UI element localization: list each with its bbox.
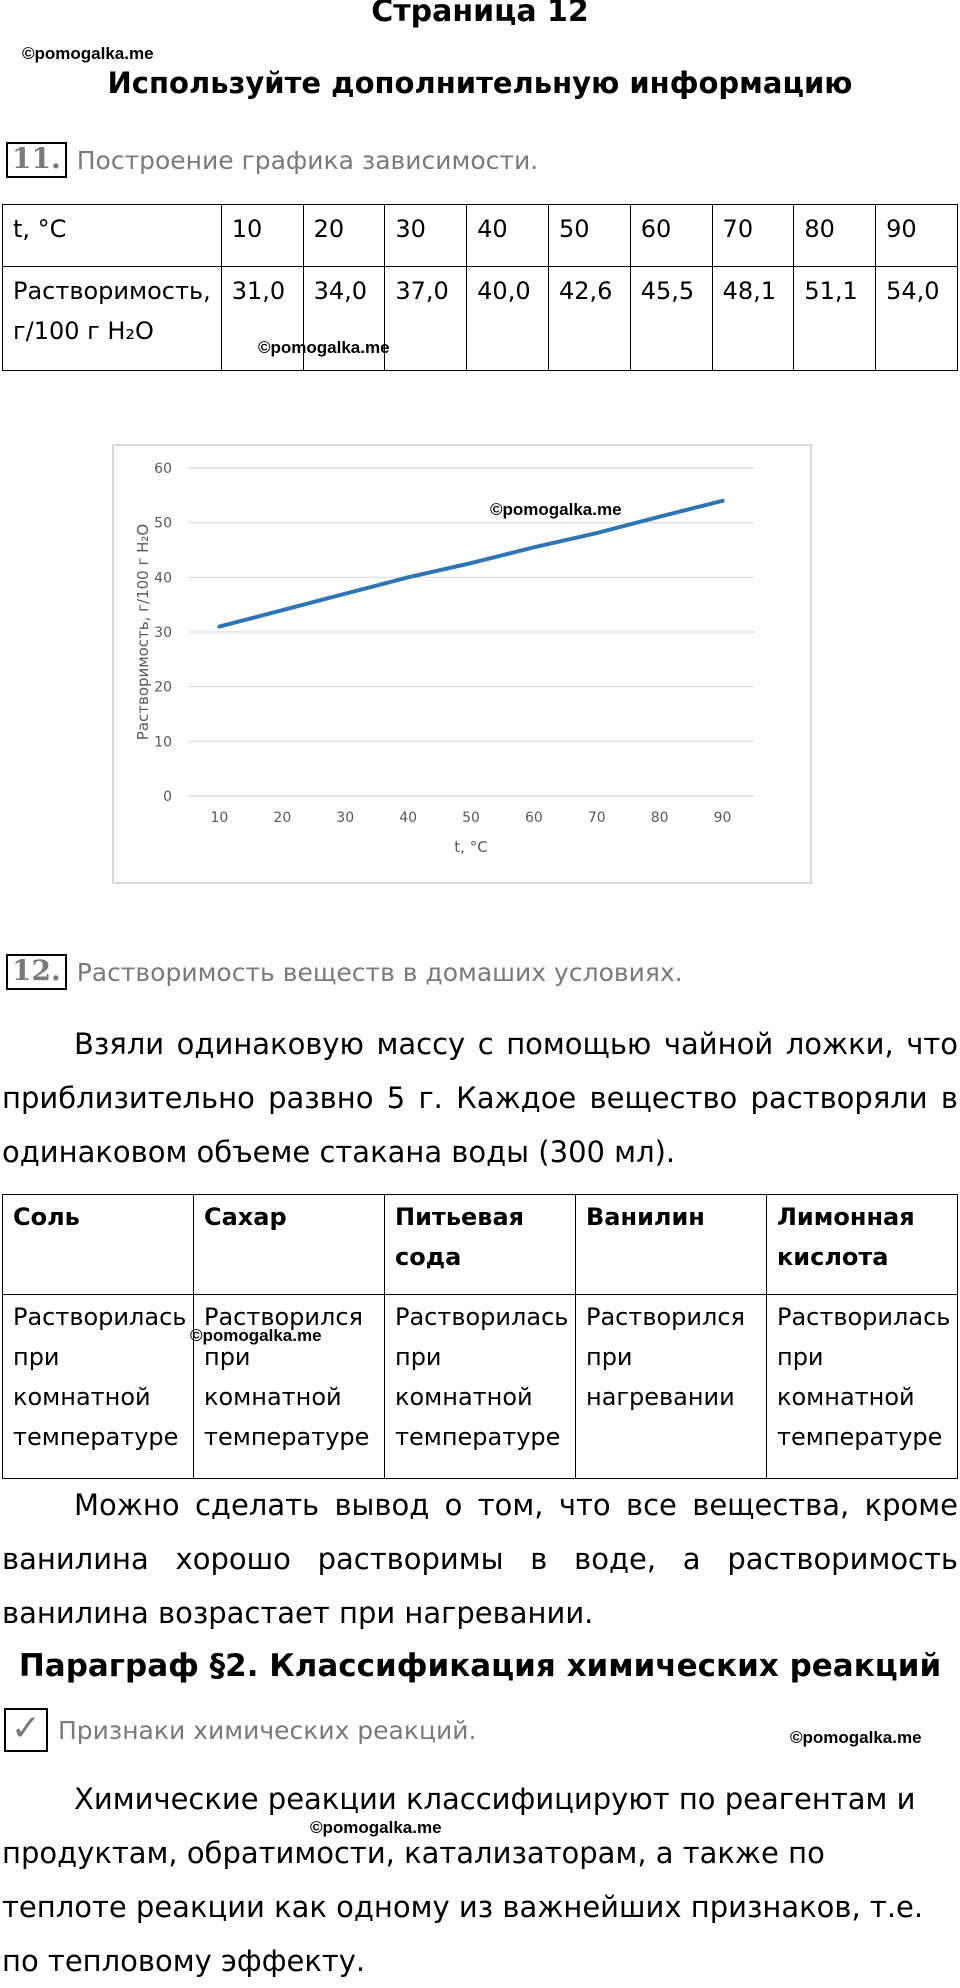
solubility-cell: 34,0	[303, 267, 385, 371]
result-cell: Растворилась при комнатной температуре	[3, 1295, 194, 1479]
series-line	[219, 501, 722, 627]
conclusion-paragraph: Можно сделать вывод о том, что все вещества, кроме ванилина хорошо растворимы в воде, а растворимость ванилина возрастает при нагревании.	[2, 1488, 958, 1630]
solubility-label-line1: Растворимость,	[13, 277, 211, 305]
x-axis-label: t, °C	[454, 838, 488, 856]
watermark: ©pomogalka.me	[22, 44, 154, 63]
solubility-cell: 45,5	[630, 267, 712, 371]
substance-header: Ванилин	[576, 1195, 767, 1295]
task12-heading: Растворимость веществ в домаших условиях.	[76, 957, 683, 987]
section-paragraph: Химические реакции классифицируют по реагентам и продуктам, обратимости, катализаторам, а также по теплоте реакции как одному из важнейших признаков, т.е. по тепловому эффекту.	[2, 1782, 924, 1978]
watermark: ©pomogalka.me	[190, 1326, 322, 1345]
x-tick-label: 30	[336, 810, 355, 826]
substance-header: Сахар	[194, 1195, 385, 1295]
task12-conclusion	[2, 1478, 958, 1640]
task11-number: 11.	[6, 142, 67, 178]
task12-number: 12.	[6, 954, 67, 990]
temp-cell: 50	[548, 205, 630, 267]
watermark: ©pomogalka.me	[258, 338, 390, 357]
task12-intro	[2, 1017, 958, 1179]
temp-cell: 90	[876, 205, 958, 267]
task12-header	[6, 954, 683, 990]
temp-cell: 80	[794, 205, 876, 267]
solubility-cell: 40,0	[467, 267, 549, 371]
solubility-cell: 31,0	[221, 267, 303, 371]
page-title: Страница 12	[371, 0, 589, 29]
temp-cell: 70	[712, 205, 794, 267]
solubility-chart	[114, 446, 810, 882]
chart-frame	[112, 444, 812, 884]
result-cell: Растворилась при комнатной температуре	[385, 1295, 576, 1479]
watermark: ©pomogalka.me	[310, 1818, 442, 1837]
y-tick-label: 30	[154, 625, 172, 641]
solubility-label	[3, 267, 222, 371]
temp-cell: 30	[385, 205, 467, 267]
solubility-cell: 51,1	[794, 267, 876, 371]
result-cell: Растворился при комнатной температуре	[194, 1295, 385, 1479]
task11-heading: Построение графика зависимости.	[76, 145, 539, 175]
substance-header: Соль	[3, 1195, 194, 1295]
y-tick-label: 40	[154, 570, 172, 587]
y-tick-label: 50	[154, 515, 172, 532]
substance-header: Лимонная кислота	[767, 1195, 958, 1295]
substance-header: Питьевая сода	[385, 1195, 576, 1295]
temp-cell: 60	[630, 205, 712, 267]
watermark: ©pomogalka.me	[790, 1728, 922, 1747]
x-tick-label: 40	[399, 810, 418, 826]
result-cell: Растворился при нагревании	[576, 1295, 767, 1479]
substances-table	[2, 1194, 958, 1479]
task11-header	[6, 142, 538, 178]
x-tick-label: 70	[587, 810, 606, 826]
intro-paragraph: Взяли одинаковую массу с помощью чайной ложки, что приблизительно развно 5 г. Каждое вещество растворяли в одинаковом объеме стакана воды (300 мл).	[2, 1027, 958, 1169]
y-tick-label: 60	[154, 461, 172, 477]
y-tick-label: 0	[163, 789, 172, 805]
y-axis-label: Растворимость, г/100 г H₂O	[134, 523, 152, 741]
x-tick-label: 80	[650, 810, 669, 826]
solubility-cell: 42,6	[548, 267, 630, 371]
solubility-cell: 48,1	[712, 267, 794, 371]
section-subheader	[4, 1708, 476, 1752]
solubility-table	[2, 204, 958, 371]
x-tick-label: 10	[210, 810, 229, 826]
subtitle: Используйте дополнительную информацию	[107, 66, 853, 100]
x-tick-label: 60	[524, 810, 543, 826]
x-tick-label: 50	[462, 810, 480, 826]
temp-cell: 40	[467, 205, 549, 267]
temp-cell: 10	[221, 205, 303, 267]
section-heading: Признаки химических реакций.	[58, 1715, 477, 1745]
y-tick-label: 10	[154, 734, 172, 751]
x-tick-label: 90	[713, 810, 732, 826]
solubility-cell: 37,0	[385, 267, 467, 371]
solubility-cell: 54,0	[876, 267, 958, 371]
watermark: ©pomogalka.me	[490, 500, 622, 519]
solubility-label-line2: г/100 г H₂O	[13, 317, 154, 345]
result-cell: Растворилась при комнатной температуре	[767, 1295, 958, 1479]
temperature-label: t, °C	[3, 205, 222, 267]
check-icon: ✓	[4, 1708, 48, 1752]
temp-cell: 20	[303, 205, 385, 267]
section-text	[2, 1772, 958, 1988]
x-tick-label: 20	[273, 810, 292, 826]
y-tick-label: 20	[154, 679, 172, 696]
section-title: Параграф §2. Классификация химических реакций	[18, 1648, 942, 1684]
